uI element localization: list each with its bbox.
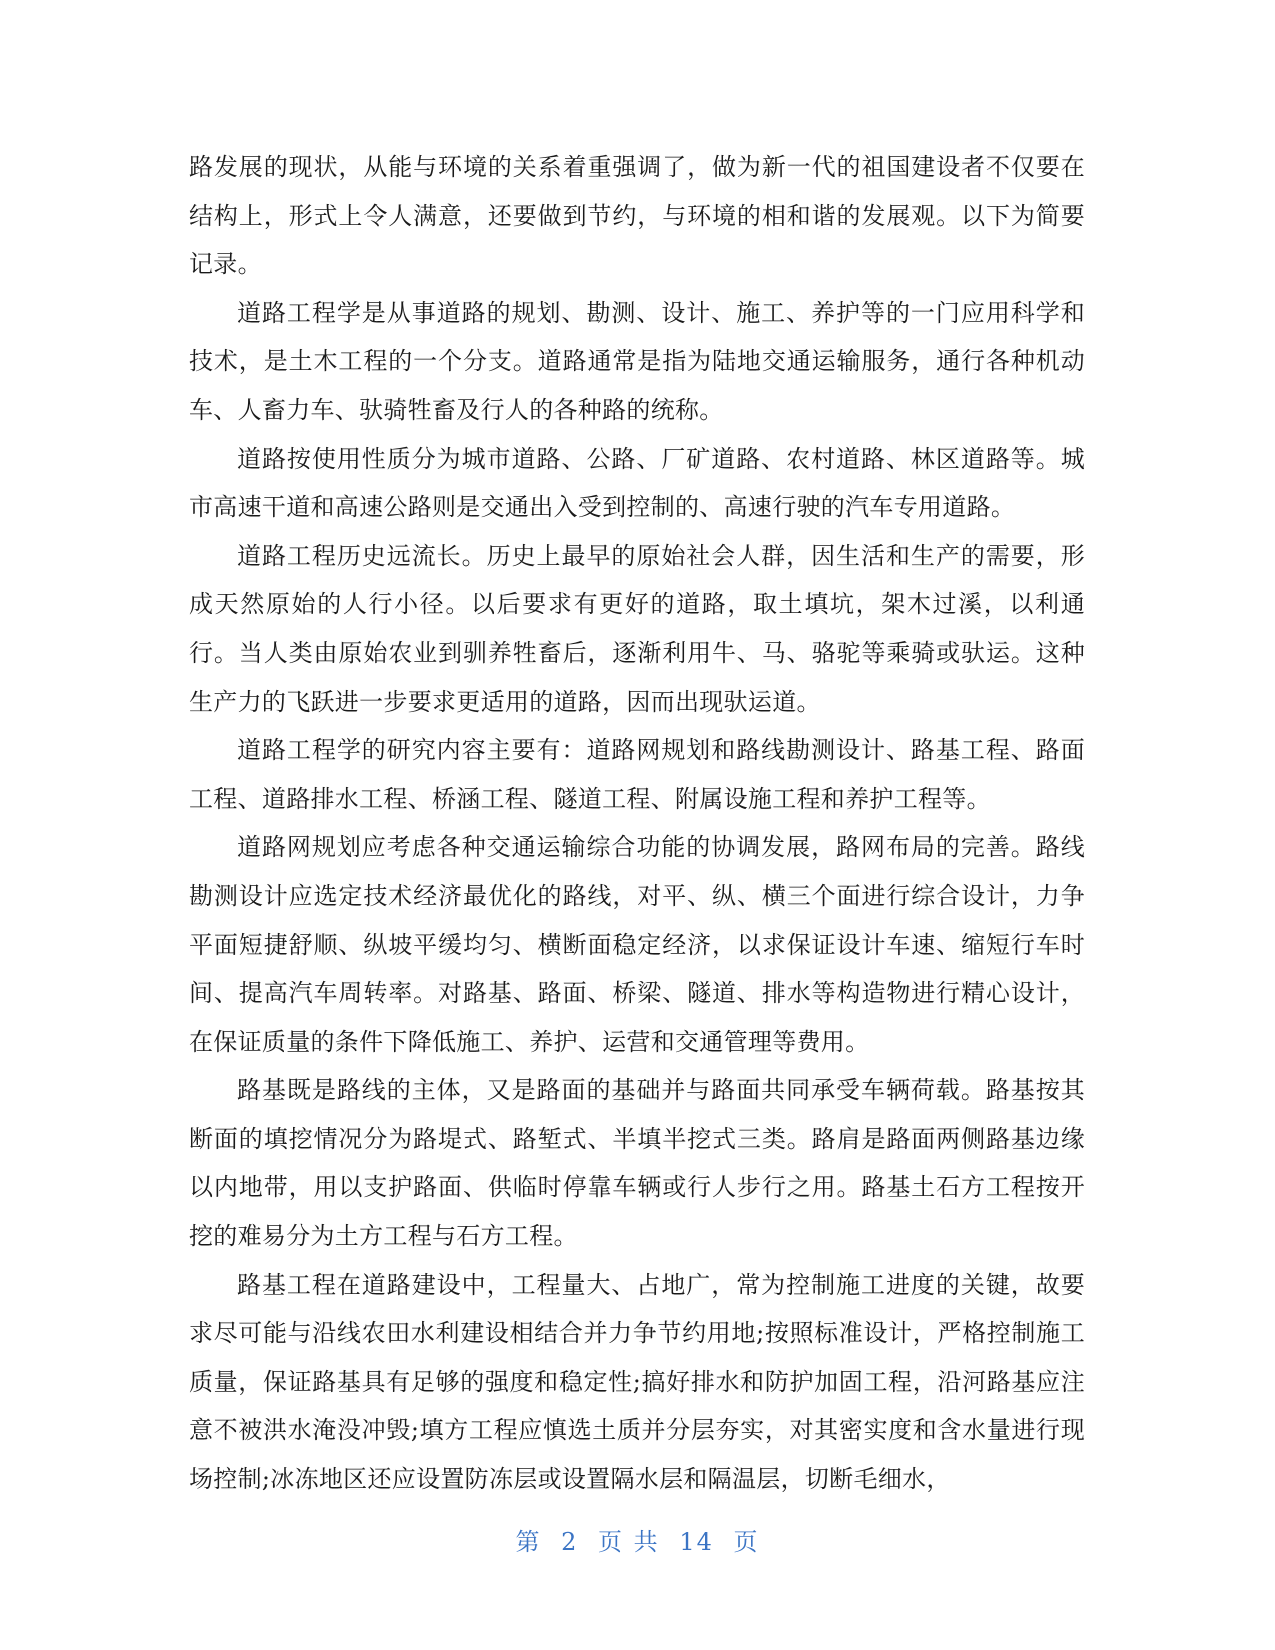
total-pages-number: 14	[679, 1528, 714, 1556]
paragraph: 路基工程在道路建设中，工程量大、占地广，常为控制施工进度的关键，故要求尽可能与沿线农田水利建设相结合并力争节约用地;按照标准设计，严格控制施工质量，保证路基具有足够的强度和稳定性;搞好排水和防护加固工程，沿河路基应注意不被洪水淹没冲毁;填方工程应慎选土质并分层夯实，对其密实度和含水量进行现场控制;冰冻地区还应设置防冻层或设置隔水层和隔温层，切断毛细水，	[189, 1270, 1085, 1494]
paragraph: 道路网规划应考虑各种交通运输综合功能的协调发展，路网布局的完善。路线勘测设计应选定技术经济最优化的路线，对平、纵、横三个面进行综合设计，力争平面短捷舒顺、纵坡平缓均匀、横断面稳定经济，以求保证设计车速、缩短行车时间、提高汽车周转率。对路基、路面、桥梁、隧道、排水等构造物进行精心设计，在保证质量的条件下降低施工、养护、运营和交通管理等费用。	[189, 833, 1085, 1056]
paragraph: 路基既是路线的主体，又是路面的基础并与路面共同承受车辆荷载。路基按其断面的填挖情况分为路堤式、路堑式、半填半挖式三类。路肩是路面两侧路基边缘以内地带，用以支护路面、供临时停靠车辆或行人步行之用。路基土石方工程按开挖的难易分为土方工程与石方工程。	[189, 1076, 1085, 1251]
page-footer	[0, 1522, 1275, 1557]
paragraph: 道路按使用性质分为城市道路、公路、厂矿道路、农村道路、林区道路等。城市高速干道和高速公路则是交通出入受到控制的、高速行驶的汽车专用道路。	[189, 444, 1085, 522]
paragraph: 道路工程学的研究内容主要有：道路网规划和路线勘测设计、路基工程、路面工程、道路排水工程、桥涵工程、隧道工程、附属设施工程和养护工程等。	[189, 736, 1085, 813]
footer-middle: 页 共	[598, 1528, 660, 1556]
footer-prefix: 第	[515, 1528, 542, 1556]
footer-suffix: 页	[733, 1528, 760, 1556]
document-body	[189, 143, 1085, 1504]
current-page-number: 2	[561, 1528, 579, 1556]
paragraph-continuation: 路发展的现状，从能与环境的关系着重强调了，做为新一代的祖国建设者不仅要在结构上，形式上令人满意，还要做到节约，与环境的相和谐的发展观。以下为简要记录。	[189, 153, 1085, 279]
paragraph: 道路工程历史远流长。历史上最早的原始社会人群，因生活和生产的需要，形成天然原始的人行小径。以后要求有更好的道路，取土填坑，架木过溪，以利通行。当人类由原始农业到驯养牲畜后，逐渐利用牛、马、骆驼等乘骑或驮运。这种生产力的飞跃进一步要求更适用的道路，因而出现驮运道。	[189, 541, 1085, 716]
paragraph: 道路工程学是从事道路的规划、勘测、设计、施工、养护等的一门应用科学和技术，是土木工程的一个分支。道路通常是指为陆地交通运输服务，通行各种机动车、人畜力车、驮骑牲畜及行人的各种路的统称。	[189, 298, 1085, 424]
